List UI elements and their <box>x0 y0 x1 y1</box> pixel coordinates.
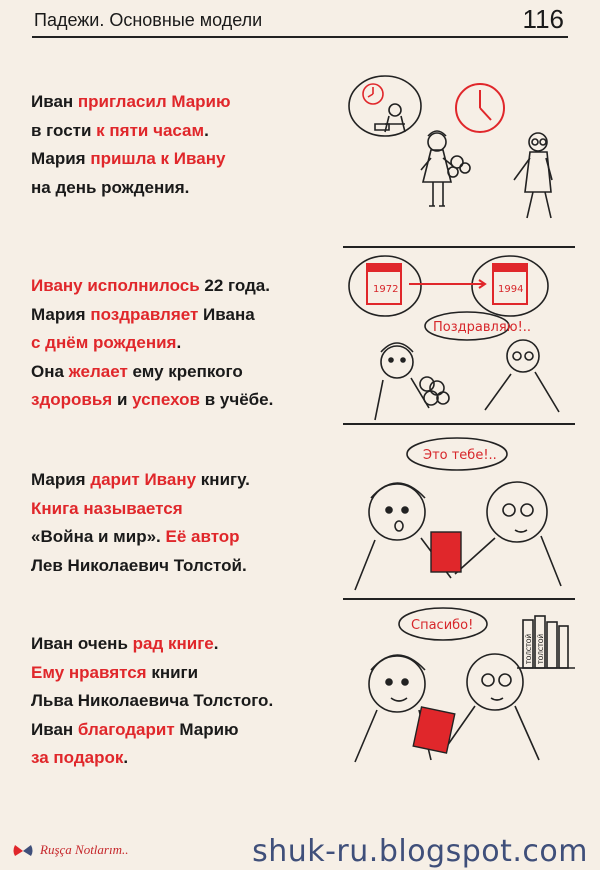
highlighted-phrase: Её автор <box>165 527 240 546</box>
highlighted-phrase: пришла к Ивану <box>90 149 226 168</box>
panel-divider <box>343 246 575 248</box>
text-block-2 <box>31 272 273 415</box>
plain-text: . <box>213 634 219 653</box>
speech-bubble-gift: Это тебе!.. <box>423 448 497 463</box>
plain-text: и <box>112 390 133 409</box>
plain-text: в гости <box>31 120 97 140</box>
panel-divider <box>343 598 575 600</box>
illustration-invitation <box>345 68 580 244</box>
plain-text: Мария <box>31 470 91 489</box>
text-line <box>31 495 250 524</box>
text-line <box>31 744 273 773</box>
highlighted-phrase: Ему нравятся <box>31 662 147 682</box>
page-header <box>32 6 568 38</box>
plain-text: Льва Николаевича Толстого. <box>31 691 274 710</box>
plain-text: Она <box>31 361 69 381</box>
plain-text: . <box>123 748 129 767</box>
plain-text: 22 года. <box>199 276 270 295</box>
plain-text: в учёбе. <box>199 390 274 409</box>
highlighted-phrase: здоровья <box>31 390 113 409</box>
text-line <box>31 466 250 495</box>
text-line <box>31 117 231 146</box>
text-line <box>31 272 273 301</box>
plain-text: книгу. <box>196 470 250 489</box>
highlighted-phrase: желает <box>68 361 128 381</box>
highlighted-phrase: за подарок <box>31 748 124 767</box>
speech-bubble-congrats: Поздравляю!.. <box>433 320 532 335</box>
plain-text: . <box>204 120 209 140</box>
highlighted-phrase: к пяти часам <box>96 120 205 140</box>
plain-text: Иван <box>31 92 78 111</box>
text-line <box>31 687 273 716</box>
plain-text: книги <box>146 662 199 682</box>
highlighted-phrase: Книга называется <box>31 498 183 518</box>
footer-watermark-url: shuk-ru.blogspot.com <box>252 834 588 869</box>
calendar-year-1972: 1972 <box>373 284 399 295</box>
text-line <box>31 386 273 415</box>
footer-blog-name <box>12 842 128 858</box>
butterfly-icon <box>12 844 34 858</box>
plain-text: Марию <box>174 719 239 739</box>
highlighted-phrase: с днём рождения <box>31 333 177 352</box>
text-line <box>31 329 273 358</box>
plain-text: Иван очень <box>31 634 133 653</box>
speech-bubble-thanks: Спасибо! <box>411 618 474 633</box>
text-line <box>31 630 273 659</box>
page-number: 116 <box>522 4 564 34</box>
chapter-title: Падежи. Основные модели <box>34 10 263 30</box>
text-line <box>31 523 250 552</box>
plain-text: Лев Николаевич Толстой. <box>31 555 247 575</box>
text-line <box>31 88 231 117</box>
text-line <box>31 145 231 174</box>
plain-text: на день рождения. <box>31 177 190 197</box>
text-line <box>31 301 273 330</box>
illustration-thanks <box>345 602 580 770</box>
highlighted-phrase: Ивану исполнилось <box>31 276 200 295</box>
book-spine-label: ТОЛСТОЙ <box>538 634 545 664</box>
highlighted-phrase: благодарит <box>77 719 175 739</box>
highlighted-phrase: успехов <box>132 390 200 409</box>
highlighted-phrase: рад книге <box>132 634 214 653</box>
text-block-1 <box>31 88 231 202</box>
plain-text: Мария <box>31 304 91 324</box>
plain-text: «Война и мир». <box>31 527 166 546</box>
plain-text: . <box>176 333 182 352</box>
text-line <box>31 659 273 688</box>
highlighted-phrase: пригласил Марию <box>77 92 231 111</box>
text-block-3 <box>31 466 250 580</box>
panel-divider <box>343 423 575 425</box>
text-line <box>31 358 273 387</box>
illustration-gift <box>345 428 580 596</box>
calendar-year-1994: 1994 <box>498 284 524 295</box>
plain-text: ему крепкого <box>127 361 243 381</box>
highlighted-phrase: дарит Ивану <box>90 470 197 489</box>
highlighted-phrase: поздравляет <box>90 304 199 324</box>
plain-text: Мария <box>31 149 91 168</box>
footer-left-text: Ruşça Notlarım.. <box>40 842 129 857</box>
text-line <box>31 552 250 581</box>
text-line <box>31 716 273 745</box>
text-line <box>31 174 231 203</box>
illustration-congratulation <box>345 250 580 422</box>
plain-text: Ивана <box>198 304 255 324</box>
text-block-4 <box>31 630 273 773</box>
book-spine-label: ТОЛСТОЙ <box>526 634 533 664</box>
plain-text: Иван <box>31 719 78 739</box>
